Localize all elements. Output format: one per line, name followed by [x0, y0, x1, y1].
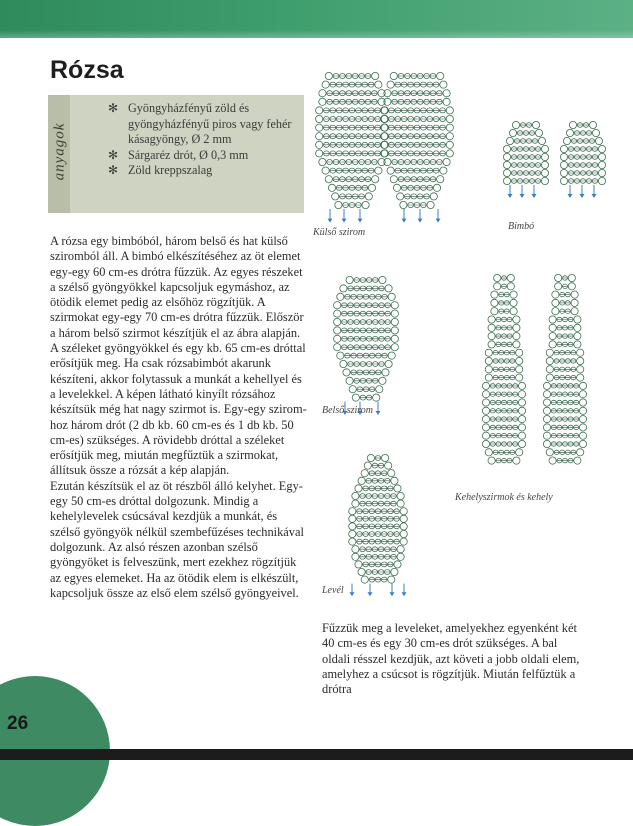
edge-bead: [381, 150, 388, 157]
material-item: ✻ Zöld kreppszalag: [108, 163, 213, 177]
edge-bead: [543, 382, 550, 389]
edge-bead: [381, 141, 388, 148]
edge-bead: [568, 283, 575, 290]
edge-bead: [352, 394, 359, 401]
edge-bead: [388, 293, 395, 300]
edge-bead: [543, 432, 550, 439]
edge-bead: [574, 341, 581, 348]
edge-bead: [437, 176, 444, 183]
edge-bead: [381, 150, 388, 157]
arrowhead: [508, 194, 513, 198]
edge-bead: [391, 344, 398, 351]
edge-bead: [598, 153, 605, 160]
arrowhead: [358, 219, 363, 223]
edge-bead: [549, 324, 556, 331]
edge-bead: [334, 310, 341, 317]
edge-bead: [319, 158, 326, 165]
edge-bead: [343, 369, 350, 376]
edge-bead: [579, 416, 586, 423]
edge-bead: [349, 508, 356, 515]
edge-bead: [391, 327, 398, 334]
caption-sepals: Kehelyszirmok és kehely: [455, 492, 553, 503]
edge-bead: [512, 121, 519, 128]
edge-bead: [503, 169, 510, 176]
edge-bead: [382, 369, 389, 376]
edge-bead: [518, 440, 525, 447]
asterisk-icon: ✻: [108, 147, 119, 162]
edge-bead: [316, 115, 323, 122]
edge-bead: [516, 366, 523, 373]
edge-bead: [382, 454, 389, 461]
edge-bead: [358, 568, 365, 575]
edge-bead: [427, 201, 434, 208]
edge-bead: [361, 470, 368, 477]
edge-bead: [334, 302, 341, 309]
edge-bead: [516, 374, 523, 381]
edge-bead: [362, 201, 369, 208]
edge-bead: [482, 424, 489, 431]
arrowhead: [402, 219, 407, 223]
edge-bead: [328, 184, 335, 191]
edge-bead: [349, 538, 356, 545]
caption-inner-petal: Belső szirom: [322, 405, 374, 416]
edge-bead: [571, 308, 578, 315]
edge-bead: [549, 341, 556, 348]
edge-bead: [340, 360, 347, 367]
edge-bead: [532, 121, 539, 128]
edge-bead: [510, 308, 517, 315]
edge-bead: [595, 137, 602, 144]
edge-bead: [509, 129, 516, 136]
edge-bead: [400, 523, 407, 530]
edge-bead: [316, 141, 323, 148]
edge-bead: [391, 477, 398, 484]
edge-bead: [577, 366, 584, 373]
edge-bead: [352, 492, 359, 499]
edge-bead: [352, 500, 359, 507]
edge-bead: [503, 177, 510, 184]
edge-bead: [319, 98, 326, 105]
edge-bead: [316, 150, 323, 157]
edge-bead: [579, 382, 586, 389]
edge-bead: [446, 150, 453, 157]
edge-bead: [381, 124, 388, 131]
edge-bead: [513, 324, 520, 331]
edge-bead: [361, 576, 368, 583]
edge-bead: [543, 416, 550, 423]
edge-bead: [482, 432, 489, 439]
edge-bead: [387, 81, 394, 88]
edge-bead: [397, 193, 404, 200]
edge-bead: [325, 176, 332, 183]
edge-bead: [546, 374, 553, 381]
arrowhead: [402, 592, 407, 596]
edge-bead: [560, 153, 567, 160]
edge-bead: [388, 470, 395, 477]
edge-bead: [488, 324, 495, 331]
edge-bead: [589, 121, 596, 128]
edge-bead: [513, 457, 520, 464]
edge-bead: [437, 72, 444, 79]
edge-bead: [598, 169, 605, 176]
edge-bead: [335, 201, 342, 208]
edge-bead: [316, 124, 323, 131]
edge-bead: [579, 432, 586, 439]
edge-bead: [485, 374, 492, 381]
edge-bead: [507, 283, 514, 290]
edge-bead: [440, 167, 447, 174]
arrowhead: [390, 592, 395, 596]
edge-bead: [385, 360, 392, 367]
edge-bead: [543, 440, 550, 447]
edge-bead: [322, 81, 329, 88]
edge-bead: [379, 276, 386, 283]
edge-bead: [376, 386, 383, 393]
edge-bead: [440, 81, 447, 88]
arrowhead: [592, 194, 597, 198]
edge-bead: [546, 357, 553, 364]
edge-bead: [510, 299, 517, 306]
edge-bead: [510, 291, 517, 298]
edge-bead: [560, 169, 567, 176]
caption-bud: Bimbó: [508, 221, 535, 232]
edge-bead: [503, 153, 510, 160]
edge-bead: [552, 308, 559, 315]
edge-bead: [485, 349, 492, 356]
edge-bead: [390, 176, 397, 183]
edge-bead: [334, 327, 341, 334]
edge-bead: [579, 440, 586, 447]
edge-bead: [391, 302, 398, 309]
edge-bead: [443, 90, 450, 97]
edge-bead: [506, 137, 513, 144]
edge-bead: [400, 508, 407, 515]
edge-bead: [571, 299, 578, 306]
edge-bead: [373, 394, 380, 401]
edge-bead: [541, 145, 548, 152]
edge-bead: [400, 530, 407, 537]
edge-bead: [482, 391, 489, 398]
edge-bead: [349, 386, 356, 393]
edge-bead: [364, 462, 371, 469]
arrowhead: [328, 219, 333, 223]
edge-bead: [563, 137, 570, 144]
edge-bead: [391, 335, 398, 342]
edge-bead: [381, 133, 388, 140]
edge-bead: [349, 515, 356, 522]
edge-bead: [381, 141, 388, 148]
edge-bead: [543, 424, 550, 431]
edge-bead: [433, 184, 440, 191]
edge-bead: [430, 193, 437, 200]
edge-bead: [446, 124, 453, 131]
edge-bead: [560, 177, 567, 184]
edge-bead: [358, 477, 365, 484]
edge-bead: [394, 485, 401, 492]
edge-bead: [579, 424, 586, 431]
edge-bead: [552, 299, 559, 306]
edge-bead: [368, 184, 375, 191]
arrowhead: [368, 592, 373, 596]
edge-bead: [446, 141, 453, 148]
edge-bead: [485, 357, 492, 364]
edge-bead: [346, 276, 353, 283]
edge-bead: [372, 72, 379, 79]
edge-bead: [393, 184, 400, 191]
edge-bead: [352, 553, 359, 560]
edge-bead: [546, 349, 553, 356]
edge-bead: [334, 344, 341, 351]
edge-bead: [385, 462, 392, 469]
asterisk-icon: ✻: [108, 163, 119, 177]
edge-bead: [549, 333, 556, 340]
edge-bead: [518, 407, 525, 414]
edge-bead: [443, 98, 450, 105]
edge-bead: [574, 333, 581, 340]
edge-bead: [355, 561, 362, 568]
edge-bead: [337, 293, 344, 300]
edge-bead: [488, 457, 495, 464]
edge-bead: [552, 291, 559, 298]
edge-bead: [541, 161, 548, 168]
edge-bead: [391, 568, 398, 575]
edge-bead: [482, 399, 489, 406]
edge-bead: [391, 310, 398, 317]
edge-bead: [579, 407, 586, 414]
edge-bead: [482, 407, 489, 414]
edge-bead: [513, 333, 520, 340]
arrowhead: [350, 592, 355, 596]
edge-bead: [518, 432, 525, 439]
edge-bead: [543, 391, 550, 398]
edge-bead: [488, 341, 495, 348]
edge-bead: [516, 357, 523, 364]
bottom-band: [0, 749, 633, 760]
edge-bead: [491, 291, 498, 298]
edge-bead: [546, 366, 553, 373]
edge-bead: [349, 523, 356, 530]
edge-bead: [518, 391, 525, 398]
edge-bead: [443, 158, 450, 165]
edge-bead: [516, 349, 523, 356]
edge-bead: [381, 124, 388, 131]
edge-bead: [598, 161, 605, 168]
edge-bead: [316, 107, 323, 114]
page-number: 26: [7, 713, 29, 734]
instruction-paragraph: A rózsa egy bimbóból, három belső és hat külső sziromból áll. A bimbó elkészítéséhez az öt elemet egy-egy 60 cm-es drótra fűzzük. Az egyes részeket a szélső gyöngyökkel kapcsoljuk egymáshoz, az ötödik elemet pedig az elsőhöz rögzítjük. A szirmokat egy-egy 70 cm-es drótra fűzzük. Először a három belső szirmot készítjük el az ábra alapján. A széleket gyöngyökkel és egy kb. 65 cm-es dróttal erősítjük meg. Ha csak rózsabimbót akarunk készíteni, akkor folytassuk a munkát a kehellyel és a levelekkel. A képen látható kinyílt rózsához készítsük még hat nagy szirmot is. Egy-egy sziromhoz három drót (2 db kb. 60 cm-es és 1 db kb. 50 cm-es) szükséges. A rövidebb dróttal a széleket erősítjük meg, miután megfűztük a szirmokat, állítsuk össze a rózsát a kép alapján.: [50, 234, 307, 478]
edge-bead: [507, 274, 514, 281]
edge-bead: [446, 107, 453, 114]
edge-bead: [577, 449, 584, 456]
edge-bead: [340, 285, 347, 292]
instruction-paragraph: Fűzzük meg a leveleket, amelyekhez egyenként két 40 cm-es és egy 30 cm-es drót szükséges. A bal oldali résszel kezdjük, azt követi a jobb oldali elem, amelyhez a csúcsot is rögzítjük. Miután felfűztük a drótra: [322, 621, 580, 697]
edge-bead: [494, 274, 501, 281]
edge-bead: [491, 308, 498, 315]
instructions-right-column: [322, 621, 580, 697]
edge-bead: [381, 115, 388, 122]
edge-bead: [375, 81, 382, 88]
edge-bead: [516, 449, 523, 456]
arrowhead: [580, 194, 585, 198]
arrowhead: [568, 194, 573, 198]
edge-bead: [346, 377, 353, 384]
edge-bead: [555, 283, 562, 290]
arrowhead: [418, 219, 423, 223]
edge-bead: [316, 133, 323, 140]
edge-bead: [577, 349, 584, 356]
edge-bead: [518, 382, 525, 389]
arrowhead: [520, 194, 525, 198]
material-item: ✻ Gyöngyházfényű zöld és gyöngyházfényű piros vagy fehér kásagyöngy, Ø 2 mm: [108, 101, 292, 146]
edge-bead: [491, 299, 498, 306]
edge-bead: [598, 145, 605, 152]
edge-bead: [574, 316, 581, 323]
edge-bead: [541, 169, 548, 176]
edge-bead: [574, 324, 581, 331]
edge-bead: [571, 291, 578, 298]
edge-bead: [446, 115, 453, 122]
edge-bead: [574, 457, 581, 464]
edge-bead: [482, 416, 489, 423]
edge-bead: [543, 399, 550, 406]
arrowhead: [342, 219, 347, 223]
edge-bead: [598, 177, 605, 184]
edge-bead: [503, 161, 510, 168]
edge-bead: [375, 167, 382, 174]
edge-bead: [503, 145, 510, 152]
edge-bead: [372, 176, 379, 183]
edge-bead: [577, 374, 584, 381]
edge-bead: [485, 366, 492, 373]
edge-bead: [577, 357, 584, 364]
edge-bead: [388, 352, 395, 359]
edge-bead: [543, 407, 550, 414]
edge-bead: [355, 485, 362, 492]
edge-bead: [397, 546, 404, 553]
caption-outer-petal: Külső szirom: [313, 227, 366, 238]
edge-bead: [387, 167, 394, 174]
edge-bead: [488, 333, 495, 340]
asterisk-icon: ✻: [108, 101, 119, 115]
edge-bead: [488, 316, 495, 323]
edge-bead: [446, 133, 453, 140]
arrowhead: [376, 411, 381, 415]
edge-bead: [352, 546, 359, 553]
edge-bead: [381, 133, 388, 140]
edge-bead: [518, 424, 525, 431]
edge-bead: [546, 449, 553, 456]
edge-bead: [541, 153, 548, 160]
edge-bead: [332, 193, 339, 200]
edge-bead: [334, 335, 341, 342]
edge-bead: [390, 72, 397, 79]
edge-bead: [391, 318, 398, 325]
edge-bead: [549, 316, 556, 323]
edge-bead: [325, 72, 332, 79]
page-title: Rózsa: [50, 56, 124, 84]
edge-bead: [579, 391, 586, 398]
arrowhead: [532, 194, 537, 198]
edge-bead: [513, 341, 520, 348]
edge-bead: [397, 553, 404, 560]
edge-bead: [379, 377, 386, 384]
edge-bead: [518, 399, 525, 406]
edge-bead: [397, 500, 404, 507]
edge-bead: [549, 457, 556, 464]
edge-bead: [367, 454, 374, 461]
caption-leaf: Levél: [322, 585, 344, 596]
edge-bead: [365, 193, 372, 200]
edge-bead: [381, 107, 388, 114]
edge-bead: [385, 285, 392, 292]
materials-heading: anyagok: [51, 122, 68, 181]
edge-bead: [535, 129, 542, 136]
edge-bead: [541, 177, 548, 184]
edge-bead: [394, 561, 401, 568]
edge-bead: [560, 161, 567, 168]
instruction-paragraph: Ezután készítsük el az öt részből álló kelyhet. Egy-egy 50 cm-es dróttal dolgozunk. Mindig a kehelylevelek csúcsával kezdjük a munkát, és szélső gyöngyök nélkül szembefűzéses technikával dolgozunk. Az alsó részen azonban szélső gyöngyöket is felveszünk, mert ezekhez rögzítjük az egyes elemeket. Ha az ötödik elem is elkészült, kapcsoljuk össze az első elem szélső gyöngyeivel.: [50, 478, 304, 600]
edge-bead: [334, 318, 341, 325]
edge-bead: [568, 274, 575, 281]
arrowhead: [436, 219, 441, 223]
edge-bead: [518, 416, 525, 423]
edge-bead: [400, 201, 407, 208]
edge-bead: [400, 538, 407, 545]
edge-bead: [322, 167, 329, 174]
material-item: ✻ Sárgaréz drót, Ø 0,3 mm: [108, 147, 249, 162]
edge-bead: [485, 449, 492, 456]
edge-bead: [388, 576, 395, 583]
edge-bead: [560, 145, 567, 152]
edge-bead: [569, 121, 576, 128]
edge-bead: [555, 274, 562, 281]
edge-bead: [400, 515, 407, 522]
edge-bead: [513, 316, 520, 323]
edge-bead: [592, 129, 599, 136]
edge-bead: [579, 399, 586, 406]
edge-bead: [482, 382, 489, 389]
edge-bead: [381, 115, 388, 122]
edge-bead: [397, 492, 404, 499]
edge-bead: [381, 107, 388, 114]
edge-bead: [494, 283, 501, 290]
edge-bead: [319, 90, 326, 97]
edge-bead: [349, 530, 356, 537]
edge-bead: [566, 129, 573, 136]
edge-bead: [538, 137, 545, 144]
edge-bead: [482, 440, 489, 447]
edge-bead: [337, 352, 344, 359]
